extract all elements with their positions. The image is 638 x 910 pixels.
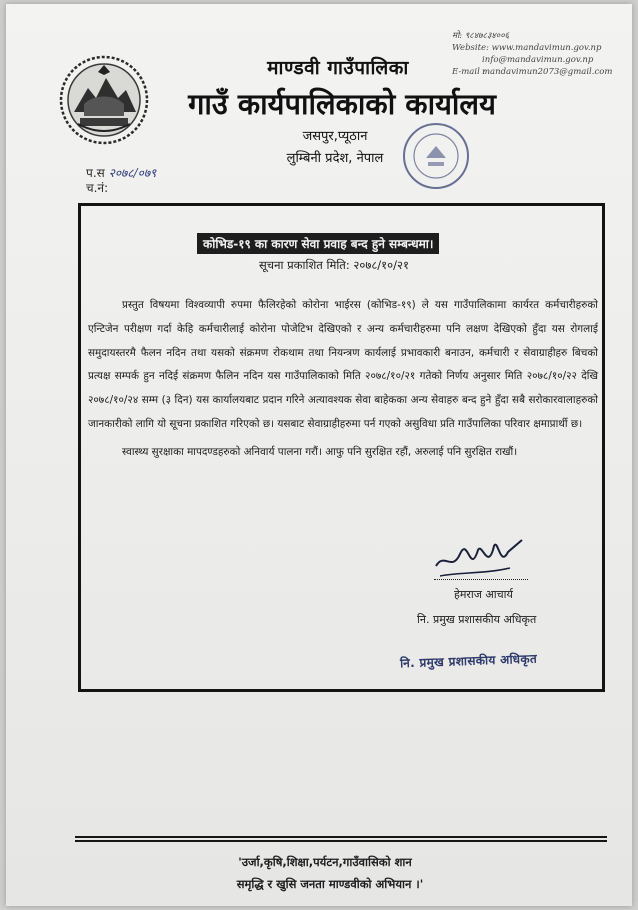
footer-rule-top <box>75 836 607 838</box>
contact-email-label: E-mail : <box>452 67 486 77</box>
office-seal-stamp-icon <box>400 120 472 192</box>
letter-number-label: प.स <box>86 166 105 180</box>
office-title: गाउँ कार्यपालिकाको कार्यालय <box>188 87 496 121</box>
reference-block <box>86 166 156 196</box>
notice-body <box>88 294 598 465</box>
footer-slogan-line-1: 'उर्जा,कृषि,शिक्षा,पर्यटन,गाउँवासिको शान <box>238 855 412 869</box>
contact-website[interactable]: Website: www.mandavimun.gov.np <box>452 43 602 53</box>
notice-subject: कोभिड-१९ का कारण सेवा प्रवाह बन्द हुने सम्बन्धमा। <box>197 233 439 254</box>
designation-stamp: नि. प्रमुख प्रशासकीय अधिकृत <box>399 651 538 671</box>
notice-paragraph-2: स्वास्थ्य सुरक्षाका मापदण्डहरुको अनिवार्य पालना गरौं। आफु पनि सुरक्षित रहौं, अरुलाई पनि सुरक्षित राखौं। <box>122 445 518 458</box>
contact-phone: मो: ९८४७८३४००६ <box>452 31 510 41</box>
notice-paragraph-1: प्रस्तुत विषयमा विश्वव्यापी रुपमा फैलिरहेको कोरोना भाईरस (कोभिड-१९) ले यस गाउँपालिकामा कार्यरत कर्मचारीहरुको एन्टिजेन परीक्षण गर्दा केहि कर्मचारीलाई कोरोना पोजेटिभ देखिएको र अन्य कर्मचारीहरुमा पनि लक्षण देखिएको हुँदा यस रोगलाई समुदायस्तरमै फैलन नदिन तथा यसको संक्रमण रोकथाम तथा नियन्त्रण कार्यलाई प्रभावकारी बनाउन, कर्मचारी र सेवाग्राहीहरु बिचको प्रत्यक्ष सम्पर्क हुन नदिई संक्रमण फैलिन नदिन यस गाउँपालिकाको मिति २०७८/१०/२१ गतेको निर्णय अनुसार मिति २०७८/१०/२२ देखि २०७८/१०/२४ सम्म (३ दिन) यस कार्यालयबाट प्रदान गरिने अत्यावश्यक सेवा बाहेकका अन्य सेवाहरु बन्द हुने हुँदा सबै सरोकारवालाहरुको जानकारीको लागि यो सूचना प्रकाशित गरिएको छ। यसबाट सेवाग्राहीहरुमा पर्न गएको असुविधा प्रति गाउँपालिका परिवार क्षमाप्रार्थी छ। <box>88 299 598 430</box>
handwritten-signature-icon <box>430 532 530 584</box>
address-line-1: जसपुर,प्यूठान <box>302 129 368 144</box>
footer-rule-bottom <box>75 840 607 842</box>
signature-line <box>434 579 528 580</box>
footer-slogan-line-2: समृद्धि र खुसि जनता माण्डवीको अभियान ।' <box>236 877 424 891</box>
contact-email-1[interactable]: info@mandavimun.gov.np <box>482 55 594 65</box>
letter-number-value: २०७८/०७९ <box>108 166 157 180</box>
contact-email-2[interactable]: mandavimun2073@gmail.com <box>482 67 613 77</box>
org-name: माण्डवी गाउँपालिका <box>267 57 409 79</box>
dispatch-number-label: च.नं: <box>86 181 109 195</box>
signatory-title: नि. प्रमुख प्रशासकीय अधिकृत <box>417 613 537 626</box>
publish-date: सूचना प्रकाशित मिति: २०७८/१०/२१ <box>259 258 409 272</box>
address-line-2: लुम्बिनी प्रदेश, नेपाल <box>286 151 384 166</box>
signatory-name: हेमराज आचार्य <box>454 588 513 601</box>
